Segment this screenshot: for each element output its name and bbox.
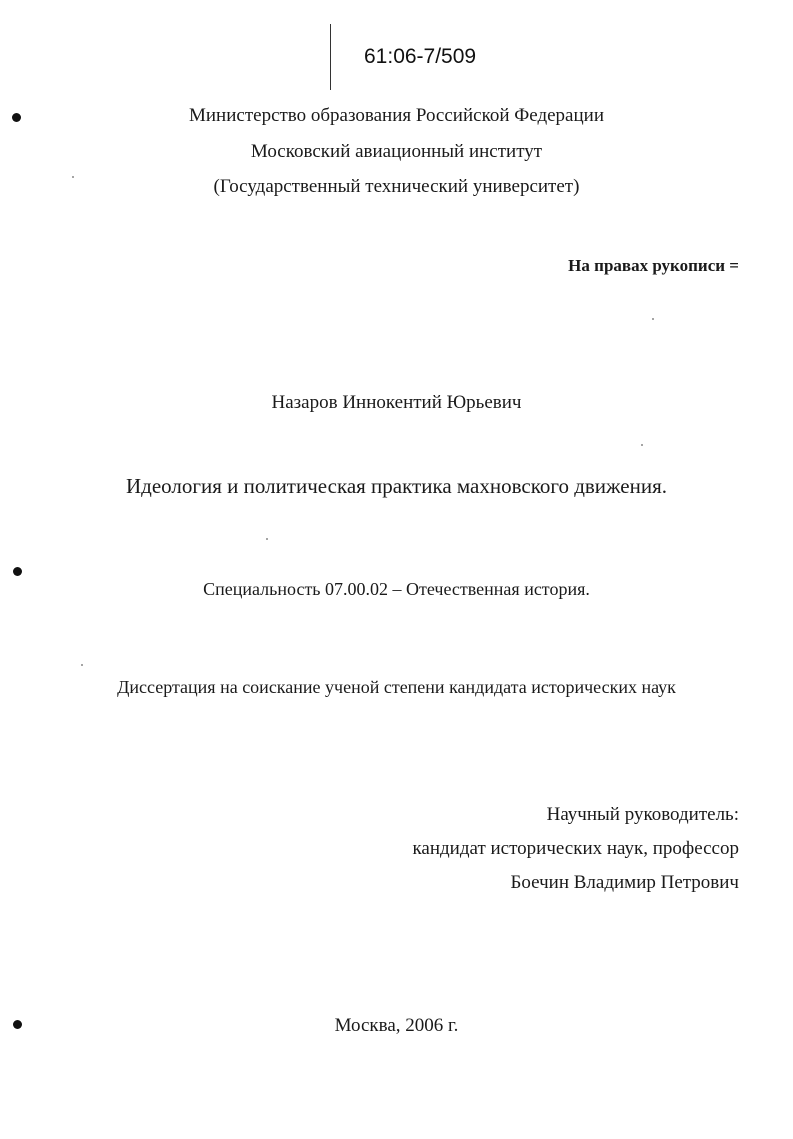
supervisor-credentials: кандидат исторических наук, профессор <box>412 838 739 859</box>
author-name: Назаров Иннокентий Юрьевич <box>271 392 522 413</box>
institute-name: Московский авиационный институт <box>250 141 543 162</box>
binding-hole-mark <box>13 1020 22 1029</box>
scan-speck <box>266 538 268 540</box>
manuscript-rights-note: На правах рукописи = <box>568 256 739 275</box>
dissertation-title: Идеология и политическая практика махновского движения. <box>126 474 667 498</box>
binding-hole-mark <box>12 113 21 122</box>
university-name: (Государственный технический университет) <box>213 176 580 197</box>
scan-speck <box>652 318 654 320</box>
scan-speck <box>81 664 83 666</box>
place-and-year: Москва, 2006 г. <box>334 1015 459 1036</box>
archive-code: 61:06-7/509 <box>364 45 477 68</box>
specialty: Специальность 07.00.02 – Отечественная история. <box>203 579 590 599</box>
scan-speck <box>72 176 74 178</box>
supervisor-label: Научный руководитель: <box>546 804 739 825</box>
supervisor-name: Боечин Владимир Петрович <box>510 872 739 893</box>
archive-stamp-line <box>330 24 331 90</box>
binding-hole-mark <box>13 567 22 576</box>
scan-speck <box>641 444 643 446</box>
ministry-name: Министерство образования Российской Федерации <box>189 105 604 126</box>
degree-statement: Диссертация на соискание ученой степени кандидата исторических наук <box>117 677 676 697</box>
